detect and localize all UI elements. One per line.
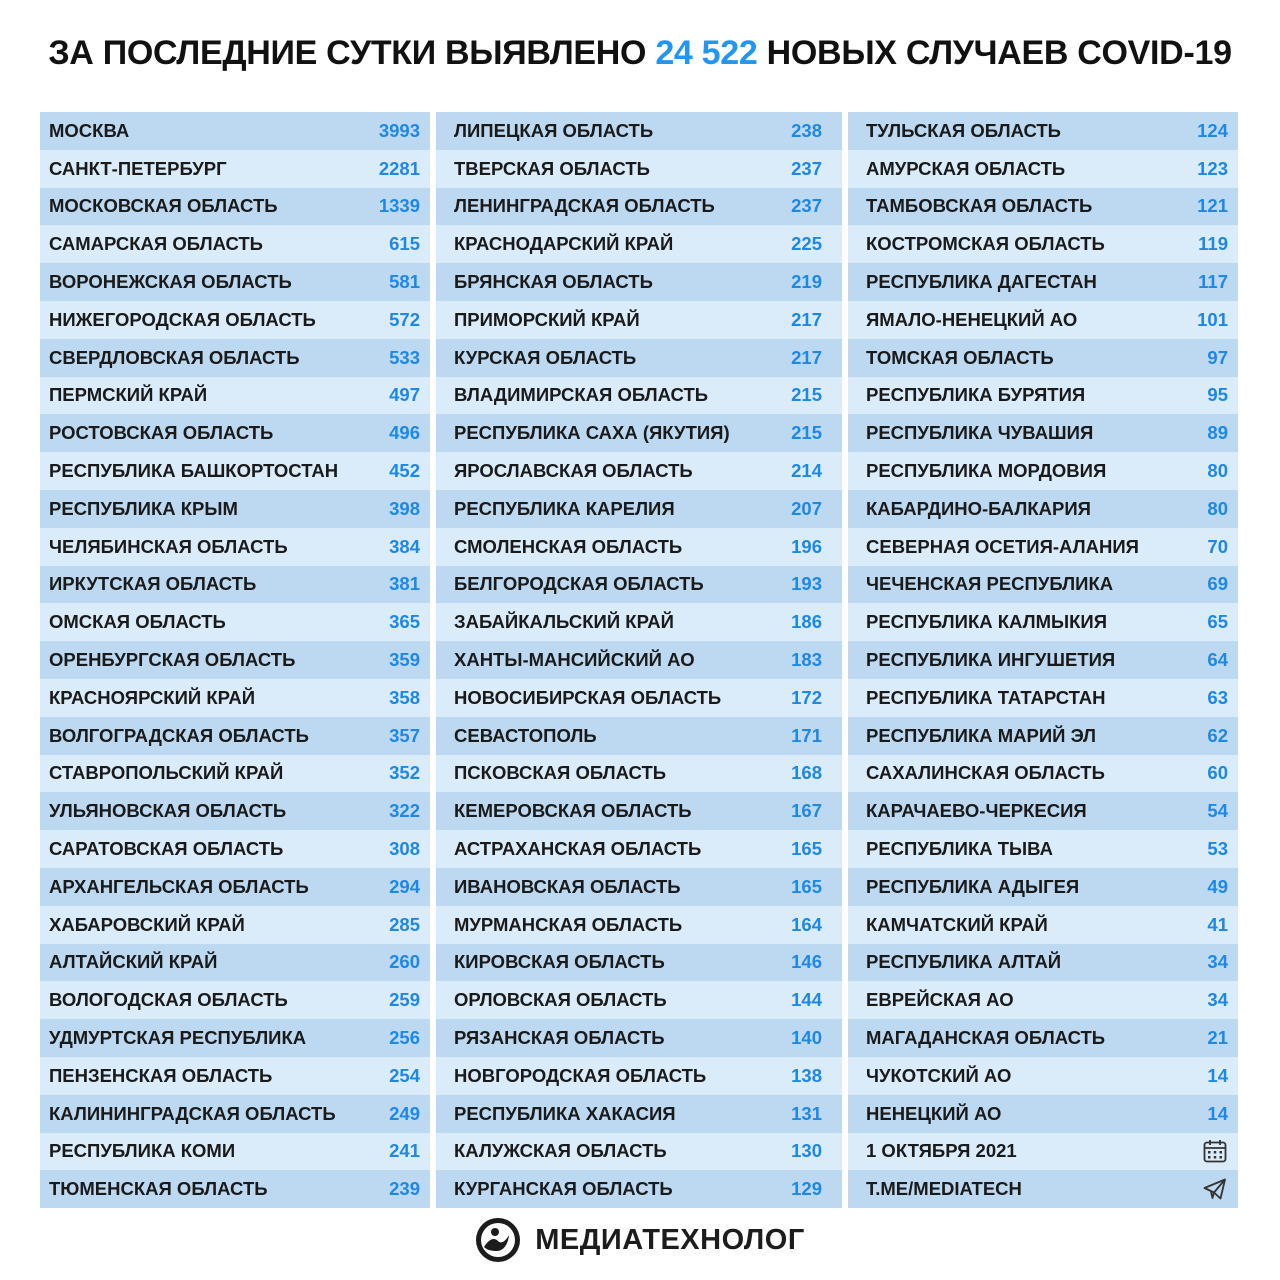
- region-cases: 80: [1207, 460, 1228, 482]
- region-name: УЛЬЯНОВСКАЯ ОБЛАСТЬ: [49, 800, 287, 822]
- region-row: [436, 490, 842, 528]
- region-cases: 129: [791, 1178, 822, 1200]
- region-row: [848, 566, 1238, 604]
- region-row: [436, 339, 842, 377]
- region-cases: 144: [791, 989, 822, 1011]
- regions-column-1: [40, 112, 430, 1208]
- region-cases: 146: [791, 951, 822, 973]
- region-row: [40, 1019, 430, 1057]
- region-cases: 119: [1198, 233, 1228, 255]
- region-row: [40, 566, 430, 604]
- region-name: ЛЕНИНГРАДСКАЯ ОБЛАСТЬ: [454, 195, 715, 217]
- region-row: [436, 868, 842, 906]
- region-cases: 165: [791, 875, 822, 897]
- region-row: [40, 225, 430, 263]
- region-cases: 358: [389, 686, 420, 708]
- channel-link[interactable]: T.ME/MEDIATECH: [866, 1178, 1022, 1200]
- region-row: [848, 1019, 1238, 1057]
- region-cases: 217: [791, 346, 822, 368]
- region-name: ПЕРМСКИЙ КРАЙ: [49, 384, 208, 406]
- region-name: ЕВРЕЙСКАЯ АО: [866, 989, 1014, 1011]
- region-name: РЕСПУБЛИКА МАРИЙ ЭЛ: [866, 724, 1097, 746]
- date-label: 1 ОКТЯБРЯ 2021: [866, 1140, 1017, 1162]
- region-name: РЕСПУБЛИКА САХА (ЯКУТИЯ): [454, 422, 730, 444]
- region-cases: 41: [1207, 913, 1228, 935]
- region-row: [436, 263, 842, 301]
- region-name: РОСТОВСКАЯ ОБЛАСТЬ: [49, 422, 274, 444]
- region-cases: 123: [1197, 157, 1228, 179]
- region-row: [40, 755, 430, 793]
- region-name: ЯРОСЛАВСКАЯ ОБЛАСТЬ: [454, 460, 693, 482]
- region-cases: 1339: [378, 195, 420, 217]
- region-name: ПЕНЗЕНСКАЯ ОБЛАСТЬ: [49, 1064, 273, 1086]
- channel-row[interactable]: [848, 1170, 1238, 1208]
- region-row: [436, 112, 842, 150]
- region-name: РЕСПУБЛИКА ИНГУШЕТИЯ: [866, 649, 1116, 671]
- region-cases: 131: [791, 1102, 822, 1124]
- region-cases: 117: [1198, 271, 1228, 293]
- region-name: НОВГОРОДСКАЯ ОБЛАСТЬ: [454, 1064, 707, 1086]
- region-name: РЕСПУБЛИКА ТЫВА: [866, 838, 1053, 860]
- region-cases: 138: [791, 1064, 822, 1086]
- brand-name: МЕДИАТЕХНОЛОГ: [535, 1223, 805, 1256]
- regions-column-2: [436, 112, 842, 1208]
- region-cases: 65: [1207, 611, 1228, 633]
- region-row: [436, 755, 842, 793]
- region-row: [436, 528, 842, 566]
- region-cases: 398: [389, 497, 420, 519]
- region-row: [436, 414, 842, 452]
- region-cases: 294: [389, 875, 420, 897]
- region-name: ЗАБАЙКАЛЬСКИЙ КРАЙ: [454, 611, 674, 633]
- region-cases: 168: [791, 762, 822, 784]
- region-cases: 167: [791, 800, 822, 822]
- region-row: [436, 377, 842, 415]
- region-cases: 97: [1207, 346, 1228, 368]
- region-row: [40, 981, 430, 1019]
- region-cases: 254: [389, 1064, 420, 1086]
- region-cases: 238: [791, 119, 822, 141]
- total-cases: 24 522: [655, 34, 758, 72]
- region-name: ПСКОВСКАЯ ОБЛАСТЬ: [454, 762, 667, 784]
- region-row: [848, 377, 1238, 415]
- region-row: [848, 528, 1238, 566]
- title-prefix: ЗА ПОСЛЕДНИЕ СУТКИ ВЫЯВЛЕНО: [48, 34, 656, 72]
- region-row: [848, 452, 1238, 490]
- region-name: ЧЕЧЕНСКАЯ РЕСПУБЛИКА: [866, 573, 1114, 595]
- region-row: [436, 830, 842, 868]
- region-cases: 101: [1197, 308, 1228, 330]
- region-cases: 62: [1207, 724, 1228, 746]
- region-row: [436, 452, 842, 490]
- region-name: РЕСПУБЛИКА АЛТАЙ: [866, 951, 1062, 973]
- region-row: [848, 490, 1238, 528]
- region-cases: 352: [389, 762, 420, 784]
- region-name: ХАНТЫ-МАНСИЙСКИЙ АО: [454, 649, 695, 671]
- region-row: [848, 717, 1238, 755]
- region-name: РЕСПУБЛИКА КАЛМЫКИЯ: [866, 611, 1108, 633]
- region-cases: 359: [389, 649, 420, 671]
- region-cases: 260: [389, 951, 420, 973]
- footer: [0, 1216, 1280, 1264]
- region-name: КУРГАНСКАЯ ОБЛАСТЬ: [454, 1178, 673, 1200]
- calendar-icon: [1202, 1138, 1228, 1164]
- region-name: РЕСПУБЛИКА ЧУВАШИЯ: [866, 422, 1094, 444]
- region-cases: 237: [791, 195, 822, 217]
- region-cases: 357: [389, 724, 420, 746]
- region-cases: 54: [1207, 800, 1228, 822]
- region-row: [40, 528, 430, 566]
- region-row: [848, 339, 1238, 377]
- region-row: [848, 906, 1238, 944]
- region-cases: 256: [389, 1027, 420, 1049]
- region-row: [848, 830, 1238, 868]
- region-name: РЕСПУБЛИКА КРЫМ: [49, 497, 238, 519]
- region-cases: 384: [389, 535, 420, 557]
- region-cases: 60: [1207, 762, 1228, 784]
- region-cases: 140: [791, 1027, 822, 1049]
- region-name: УДМУРТСКАЯ РЕСПУБЛИКА: [49, 1027, 307, 1049]
- region-name: КАМЧАТСКИЙ КРАЙ: [866, 913, 1048, 935]
- region-name: ЧЕЛЯБИНСКАЯ ОБЛАСТЬ: [49, 535, 288, 557]
- region-name: РЕСПУБЛИКА АДЫГЕЯ: [866, 875, 1080, 897]
- region-cases: 615: [389, 233, 420, 255]
- region-row: [436, 1133, 842, 1171]
- region-name: НИЖЕГОРОДСКАЯ ОБЛАСТЬ: [49, 308, 316, 330]
- region-cases: 308: [389, 838, 420, 860]
- region-row: [848, 1057, 1238, 1095]
- region-row: [436, 225, 842, 263]
- region-name: РЕСПУБЛИКА КАРЕЛИЯ: [454, 497, 675, 519]
- region-row: [848, 603, 1238, 641]
- region-name: САНКТ-ПЕТЕРБУРГ: [49, 157, 227, 179]
- region-row: [848, 225, 1238, 263]
- region-cases: 165: [791, 838, 822, 860]
- region-row: [848, 150, 1238, 188]
- region-row: [40, 868, 430, 906]
- region-name: ОМСКАЯ ОБЛАСТЬ: [49, 611, 226, 633]
- region-row: [40, 1133, 430, 1171]
- region-name: НОВОСИБИРСКАЯ ОБЛАСТЬ: [454, 686, 722, 708]
- region-name: ТОМСКАЯ ОБЛАСТЬ: [866, 346, 1054, 368]
- region-name: ВОЛОГОДСКАЯ ОБЛАСТЬ: [49, 989, 288, 1011]
- region-name: РЕСПУБЛИКА ТАТАРСТАН: [866, 686, 1106, 708]
- region-name: ВОЛГОГРАДСКАЯ ОБЛАСТЬ: [49, 724, 309, 746]
- region-name: МОСКОВСКАЯ ОБЛАСТЬ: [49, 195, 278, 217]
- title-suffix: НОВЫХ СЛУЧАЕВ COVID-19: [757, 34, 1232, 72]
- region-cases: 365: [389, 611, 420, 633]
- region-name: ОРЛОВСКАЯ ОБЛАСТЬ: [454, 989, 667, 1011]
- region-cases: 217: [791, 308, 822, 330]
- region-name: ТУЛЬСКАЯ ОБЛАСТЬ: [866, 119, 1061, 141]
- region-cases: 239: [389, 1178, 420, 1200]
- region-row: [436, 1057, 842, 1095]
- region-name: ИВАНОВСКАЯ ОБЛАСТЬ: [454, 875, 681, 897]
- region-row: [848, 112, 1238, 150]
- region-cases: 124: [1197, 119, 1228, 141]
- region-row: [40, 112, 430, 150]
- region-name: СЕВЕРНАЯ ОСЕТИЯ-АЛАНИЯ: [866, 535, 1139, 557]
- region-row: [436, 1019, 842, 1057]
- region-name: ЯМАЛО-НЕНЕЦКИЙ АО: [866, 308, 1078, 330]
- region-cases: 63: [1207, 686, 1228, 708]
- region-row: [40, 830, 430, 868]
- region-name: СМОЛЕНСКАЯ ОБЛАСТЬ: [454, 535, 683, 557]
- region-row: [40, 414, 430, 452]
- region-cases: 225: [791, 233, 822, 255]
- region-name: РЕСПУБЛИКА КОМИ: [49, 1140, 236, 1162]
- region-row: [40, 717, 430, 755]
- region-name: КАБАРДИНО-БАЛКАРИЯ: [866, 497, 1091, 519]
- region-cases: 249: [389, 1102, 420, 1124]
- region-row: [436, 603, 842, 641]
- region-name: САХАЛИНСКАЯ ОБЛАСТЬ: [866, 762, 1105, 784]
- region-name: РЯЗАНСКАЯ ОБЛАСТЬ: [454, 1027, 665, 1049]
- region-row: [436, 301, 842, 339]
- region-cases: 241: [389, 1140, 420, 1162]
- region-cases: 207: [791, 497, 822, 519]
- region-row: [848, 301, 1238, 339]
- region-row: [40, 452, 430, 490]
- region-cases: 21: [1207, 1027, 1228, 1049]
- region-name: ВОРОНЕЖСКАЯ ОБЛАСТЬ: [49, 271, 292, 293]
- region-cases: 581: [389, 271, 420, 293]
- region-name: АМУРСКАЯ ОБЛАСТЬ: [866, 157, 1066, 179]
- region-row: [436, 1095, 842, 1133]
- region-row: [848, 755, 1238, 793]
- region-cases: 70: [1207, 535, 1228, 557]
- region-row: [436, 188, 842, 226]
- region-row: [40, 944, 430, 982]
- region-name: ТЮМЕНСКАЯ ОБЛАСТЬ: [49, 1178, 268, 1200]
- region-row: [848, 944, 1238, 982]
- region-cases: 49: [1207, 875, 1228, 897]
- region-name: КУРСКАЯ ОБЛАСТЬ: [454, 346, 637, 368]
- region-name: СВЕРДЛОВСКАЯ ОБЛАСТЬ: [49, 346, 300, 368]
- region-row: [848, 981, 1238, 1019]
- region-name: КАРАЧАЕВО-ЧЕРКЕСИЯ: [866, 800, 1087, 822]
- region-cases: 121: [1197, 195, 1228, 217]
- region-cases: 3993: [378, 119, 420, 141]
- region-name: БЕЛГОРОДСКАЯ ОБЛАСТЬ: [454, 573, 704, 595]
- region-cases: 533: [389, 346, 420, 368]
- region-cases: 164: [791, 913, 822, 935]
- region-row: [848, 414, 1238, 452]
- regions-table: [40, 112, 1238, 1208]
- region-row: [40, 1095, 430, 1133]
- region-row: [40, 792, 430, 830]
- region-cases: 214: [791, 460, 822, 482]
- region-row: [848, 188, 1238, 226]
- region-name: АСТРАХАНСКАЯ ОБЛАСТЬ: [454, 838, 702, 860]
- region-cases: 80: [1207, 497, 1228, 519]
- region-row: [436, 906, 842, 944]
- page-title: [0, 34, 1280, 73]
- region-cases: 572: [389, 308, 420, 330]
- region-name: КАЛИНИНГРАДСКАЯ ОБЛАСТЬ: [49, 1102, 336, 1124]
- region-cases: 219: [791, 271, 822, 293]
- region-name: МОСКВА: [49, 119, 130, 141]
- region-cases: 34: [1207, 989, 1228, 1011]
- region-cases: 237: [791, 157, 822, 179]
- region-cases: 34: [1207, 951, 1228, 973]
- region-row: [436, 792, 842, 830]
- region-cases: 285: [389, 913, 420, 935]
- region-cases: 215: [791, 422, 822, 444]
- region-cases: 130: [791, 1140, 822, 1162]
- region-row: [40, 906, 430, 944]
- region-name: КРАСНОДАРСКИЙ КРАЙ: [454, 233, 674, 255]
- region-row: [40, 339, 430, 377]
- region-cases: 259: [389, 989, 420, 1011]
- region-name: ТАМБОВСКАЯ ОБЛАСТЬ: [866, 195, 1093, 217]
- region-row: [436, 981, 842, 1019]
- region-name: ВЛАДИМИРСКАЯ ОБЛАСТЬ: [454, 384, 709, 406]
- region-cases: 496: [389, 422, 420, 444]
- region-cases: 69: [1207, 573, 1228, 595]
- region-row: [40, 1170, 430, 1208]
- region-row: [436, 679, 842, 717]
- region-row: [40, 301, 430, 339]
- region-cases: 452: [389, 460, 420, 482]
- region-cases: 381: [389, 573, 420, 595]
- region-name: РЕСПУБЛИКА БАШКОРТОСТАН: [49, 460, 339, 482]
- region-name: РЕСПУБЛИКА ХАКАСИЯ: [454, 1102, 676, 1124]
- region-row: [40, 150, 430, 188]
- region-name: БРЯНСКАЯ ОБЛАСТЬ: [454, 271, 653, 293]
- region-name: ТВЕРСКАЯ ОБЛАСТЬ: [454, 157, 650, 179]
- region-row: [40, 188, 430, 226]
- region-name: КРАСНОЯРСКИЙ КРАЙ: [49, 686, 255, 708]
- region-row: [436, 150, 842, 188]
- region-name: КОСТРОМСКАЯ ОБЛАСТЬ: [866, 233, 1105, 255]
- region-row: [436, 1170, 842, 1208]
- region-name: ХАБАРОВСКИЙ КРАЙ: [49, 913, 245, 935]
- region-row: [848, 792, 1238, 830]
- region-row: [40, 377, 430, 415]
- region-row: [436, 641, 842, 679]
- region-cases: 196: [791, 535, 822, 557]
- region-cases: 171: [791, 724, 822, 746]
- region-row: [40, 679, 430, 717]
- region-name: КАЛУЖСКАЯ ОБЛАСТЬ: [454, 1140, 667, 1162]
- region-row: [40, 263, 430, 301]
- region-cases: 215: [791, 384, 822, 406]
- regions-column-3: [848, 112, 1238, 1208]
- region-name: САРАТОВСКАЯ ОБЛАСТЬ: [49, 838, 284, 860]
- region-cases: 14: [1207, 1102, 1228, 1124]
- region-cases: 172: [791, 686, 822, 708]
- region-name: РЕСПУБЛИКА МОРДОВИЯ: [866, 460, 1107, 482]
- region-row: [848, 641, 1238, 679]
- region-row: [848, 868, 1238, 906]
- region-row: [40, 490, 430, 528]
- region-row: [848, 1095, 1238, 1133]
- region-row: [436, 566, 842, 604]
- region-cases: 186: [791, 611, 822, 633]
- region-cases: 193: [791, 573, 822, 595]
- region-cases: 183: [791, 649, 822, 671]
- region-name: АЛТАЙСКИЙ КРАЙ: [49, 951, 218, 973]
- region-cases: 95: [1207, 384, 1228, 406]
- region-row: [40, 1057, 430, 1095]
- region-row: [436, 944, 842, 982]
- region-name: ЧУКОТСКИЙ АО: [866, 1064, 1012, 1086]
- region-cases: 2281: [378, 157, 420, 179]
- region-cases: 14: [1207, 1064, 1228, 1086]
- region-cases: 322: [389, 800, 420, 822]
- region-row: [848, 263, 1238, 301]
- region-name: МУРМАНСКАЯ ОБЛАСТЬ: [454, 913, 683, 935]
- region-name: НЕНЕЦКИЙ АО: [866, 1102, 1002, 1124]
- region-cases: 64: [1207, 649, 1228, 671]
- region-row: [848, 679, 1238, 717]
- region-name: ОРЕНБУРГСКАЯ ОБЛАСТЬ: [49, 649, 296, 671]
- region-name: МАГАДАНСКАЯ ОБЛАСТЬ: [866, 1027, 1106, 1049]
- region-name: КИРОВСКАЯ ОБЛАСТЬ: [454, 951, 665, 973]
- region-name: СЕВАСТОПОЛЬ: [454, 724, 597, 746]
- region-name: КЕМЕРОВСКАЯ ОБЛАСТЬ: [454, 800, 692, 822]
- date-row: [848, 1133, 1238, 1171]
- region-name: ЛИПЕЦКАЯ ОБЛАСТЬ: [454, 119, 654, 141]
- region-row: [436, 717, 842, 755]
- mediatechnolog-logo-icon: [475, 1217, 521, 1263]
- region-cases: 53: [1207, 838, 1228, 860]
- region-cases: 497: [389, 384, 420, 406]
- region-name: ИРКУТСКАЯ ОБЛАСТЬ: [49, 573, 257, 595]
- region-name: РЕСПУБЛИКА БУРЯТИЯ: [866, 384, 1086, 406]
- region-name: СТАВРОПОЛЬСКИЙ КРАЙ: [49, 762, 284, 784]
- region-name: ПРИМОРСКИЙ КРАЙ: [454, 308, 640, 330]
- region-name: АРХАНГЕЛЬСКАЯ ОБЛАСТЬ: [49, 875, 309, 897]
- region-name: САМАРСКАЯ ОБЛАСТЬ: [49, 233, 263, 255]
- region-row: [40, 641, 430, 679]
- telegram-icon: [1202, 1176, 1228, 1202]
- region-name: РЕСПУБЛИКА ДАГЕСТАН: [866, 271, 1097, 293]
- region-cases: 89: [1207, 422, 1228, 444]
- region-row: [40, 603, 430, 641]
